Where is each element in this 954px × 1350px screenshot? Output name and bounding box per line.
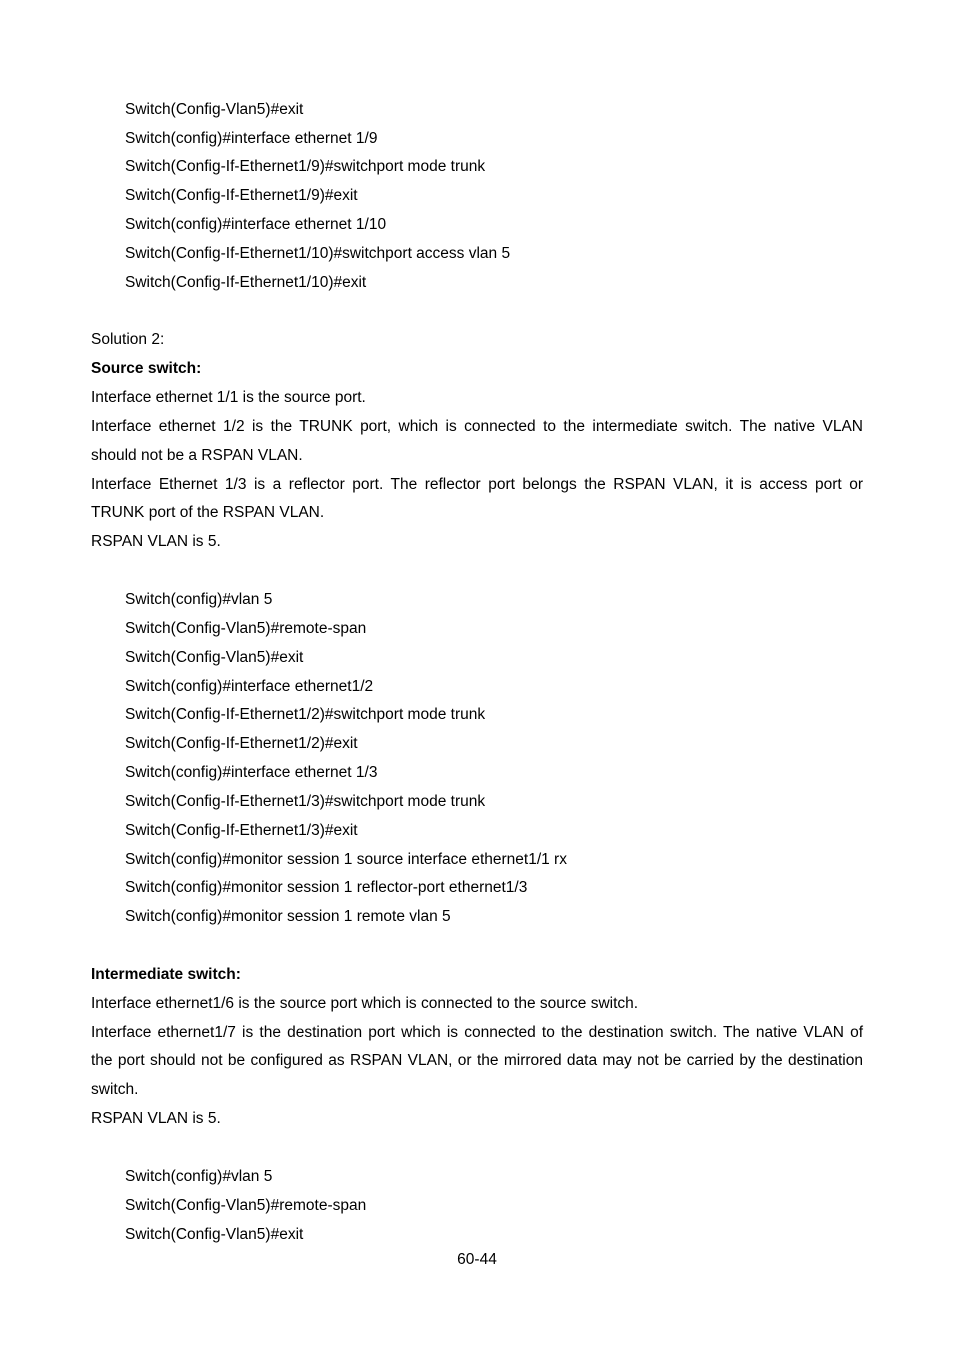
paragraph: Interface Ethernet 1/3 is a reflector port. The reflector port belongs the RSPAN VLAN, it is access port or (91, 476, 863, 493)
paragraph: TRUNK port of the RSPAN VLAN. (91, 504, 325, 521)
solution-label: Solution 2: (91, 331, 165, 348)
command-line: Switch(Config-If-Ethernet1/10)#switchport access vlan 5 (125, 245, 511, 262)
command-line: Switch(Config-Vlan5)#remote-span (125, 620, 367, 637)
command-line: Switch(config)#monitor session 1 reflector-port ethernet1/3 (125, 879, 528, 896)
command-line: Switch(config)#vlan 5 (125, 591, 273, 608)
paragraph: Interface ethernet1/7 is the destination port which is connected to the destination switch. The native VLAN of (91, 1024, 863, 1041)
command-line: Switch(config)#monitor session 1 source interface ethernet1/1 rx (125, 851, 567, 868)
command-line: Switch(Config-If-Ethernet1/3)#switchport mode trunk (125, 793, 486, 810)
command-line: Switch(config)#vlan 5 (125, 1168, 273, 1185)
intermediate-switch-heading: Intermediate switch: (91, 966, 241, 983)
paragraph: Interface ethernet1/6 is the source port which is connected to the source switch. (91, 995, 639, 1012)
paragraph: RSPAN VLAN is 5. (91, 533, 221, 550)
page-number: 60-44 (457, 1251, 497, 1268)
command-line: Switch(Config-If-Ethernet1/2)#switchport mode trunk (125, 706, 486, 723)
source-switch-heading: Source switch: (91, 360, 202, 377)
paragraph: the port should not be configured as RSPAN VLAN, or the mirrored data may not be carried by the destination (91, 1052, 863, 1069)
command-line: Switch(Config-If-Ethernet1/3)#exit (125, 822, 358, 839)
paragraph: Interface ethernet 1/1 is the source port. (91, 389, 366, 406)
paragraph: Interface ethernet 1/2 is the TRUNK port, which is connected to the intermediate switch. The native VLAN (91, 418, 863, 435)
command-line: Switch(Config-If-Ethernet1/10)#exit (125, 274, 367, 291)
command-line: Switch(config)#interface ethernet1/2 (125, 678, 374, 695)
command-line: Switch(config)#interface ethernet 1/9 (125, 130, 378, 147)
command-line: Switch(config)#monitor session 1 remote vlan 5 (125, 908, 451, 925)
command-line: Switch(config)#interface ethernet 1/3 (125, 764, 378, 781)
command-line: Switch(Config-Vlan5)#exit (125, 101, 304, 118)
paragraph: switch. (91, 1081, 139, 1098)
command-line: Switch(Config-Vlan5)#remote-span (125, 1197, 367, 1214)
command-line: Switch(Config-Vlan5)#exit (125, 649, 304, 666)
command-line: Switch(Config-If-Ethernet1/2)#exit (125, 735, 358, 752)
paragraph: should not be a RSPAN VLAN. (91, 447, 303, 464)
paragraph: RSPAN VLAN is 5. (91, 1110, 221, 1127)
command-line: Switch(config)#interface ethernet 1/10 (125, 216, 387, 233)
command-line: Switch(Config-If-Ethernet1/9)#exit (125, 187, 358, 204)
command-line: Switch(Config-If-Ethernet1/9)#switchport mode trunk (125, 158, 486, 175)
command-line: Switch(Config-Vlan5)#exit (125, 1226, 304, 1243)
